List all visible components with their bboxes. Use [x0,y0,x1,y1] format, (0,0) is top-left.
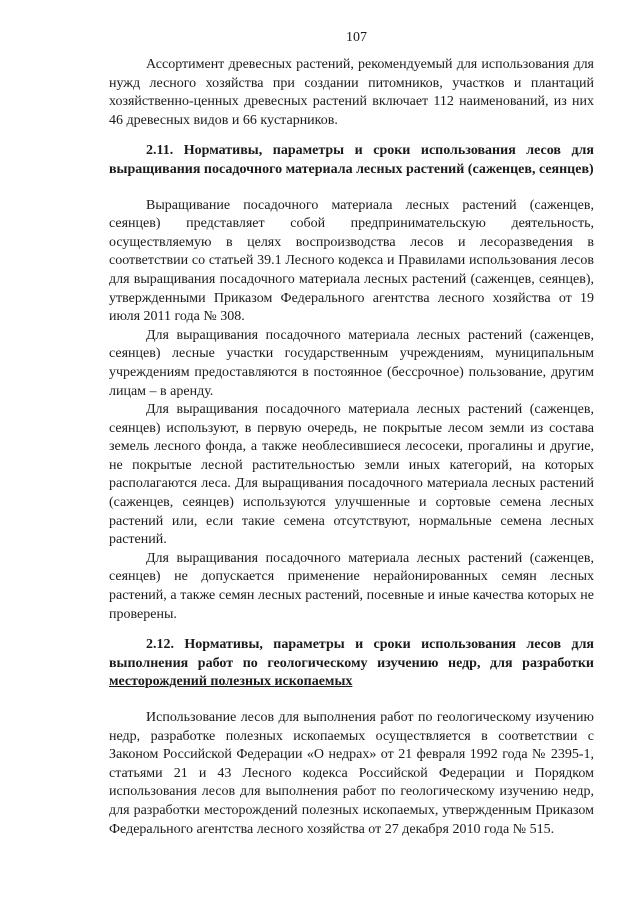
section-2-11-heading: 2.11. Нормативы, параметры и сроки использования лесов для выращивания посадочного материала лесных растений (саженцев, сеянцев) [109,143,594,177]
section-2-11-paragraph-4: Для выращивания посадочного материала лесных растений (саженцев, сеянцев) не допускается применение нерайонированных семян лесных растений, а также семян лесных растений, посевные и иные качества которых не проверены. [109,550,594,622]
section-2-12-body [109,709,594,839]
intro-paragraph: Ассортимент древесных растений, рекомендуемый для использования для нужд лесного хозяйства при создании питомников, участков и плантаций хозяйственно-ценных древесных растений включает 112 наименований, из них 46 древесных видов и 66 кустарников. [109,57,594,128]
section-2-12-heading-underlined: месторождений полезных ископаемых [109,674,353,690]
section-2-11-body [109,197,594,625]
section-2-11-paragraph-3: Для выращивания посадочного материала лесных растений (саженцев, сеянцев) используют, в первую очередь, не покрытые лесом земли из состава земель лесного фонда, а также необлесившиеся лесосеки, прогалины и другие, не покрытые лесной растительностью земли иных категорий, на которых располагаются леса. Для выращивания посадочного материала лесных растений (саженцев, сеянцев) используются улучшенные и сортовые семена лесных растений или, если такие семена отсутствуют, нормальные семена лесных растений. [109,402,594,548]
section-2-12-paragraph-1: Использование лесов для выполнения работ по геологическому изучению недр, разработке полезных ископаемых осуществляется в соответствии с Законом Российской Федерации «О недрах» от 21 февраля 1992 года № 2395-1, статьями 21 и 43 Лесного кодекса Российской Федерации и Порядком использования лесов для выполнения работ по геологическому изучению недр, для разработки месторождений полезных ископаемых, утвержденным Приказом Федерального агентства лесного хозяйства от 27 декабря 2010 года № 515. [109,710,594,837]
section-2-11-paragraph-1: Выращивание посадочного материала лесных растений (саженцев, сеянцев) представляет собой предпринимательскую деятельность, осуществляемую в целях воспроизводства лесов и лесоразведения в соответствии со статьей 39.1 Лесного кодекса и Правилами использования лесов для выращивания посадочного материала лесных растений (саженцев, сеянцев), утвержденными Приказом Федерального агентства лесного хозяйства от 19 июля 2011 года № 308. [109,197,594,325]
section-2-12-heading [109,636,594,692]
page-number: 107 [346,30,367,45]
section-2-12-heading-main: 2.12. Нормативы, параметры и сроки использования лесов для выполнения работ по геологическому изучению недр, для разработки [109,637,594,671]
document-page [109,30,594,839]
section-2-11-paragraph-2: Для выращивания посадочного материала лесных растений (саженцев, сеянцев) лесные участки государственным учреждениям, муниципальным учреждениям предоставляются в постоянное (бессрочное) пользование, другим лицам – в аренду. [109,327,594,399]
